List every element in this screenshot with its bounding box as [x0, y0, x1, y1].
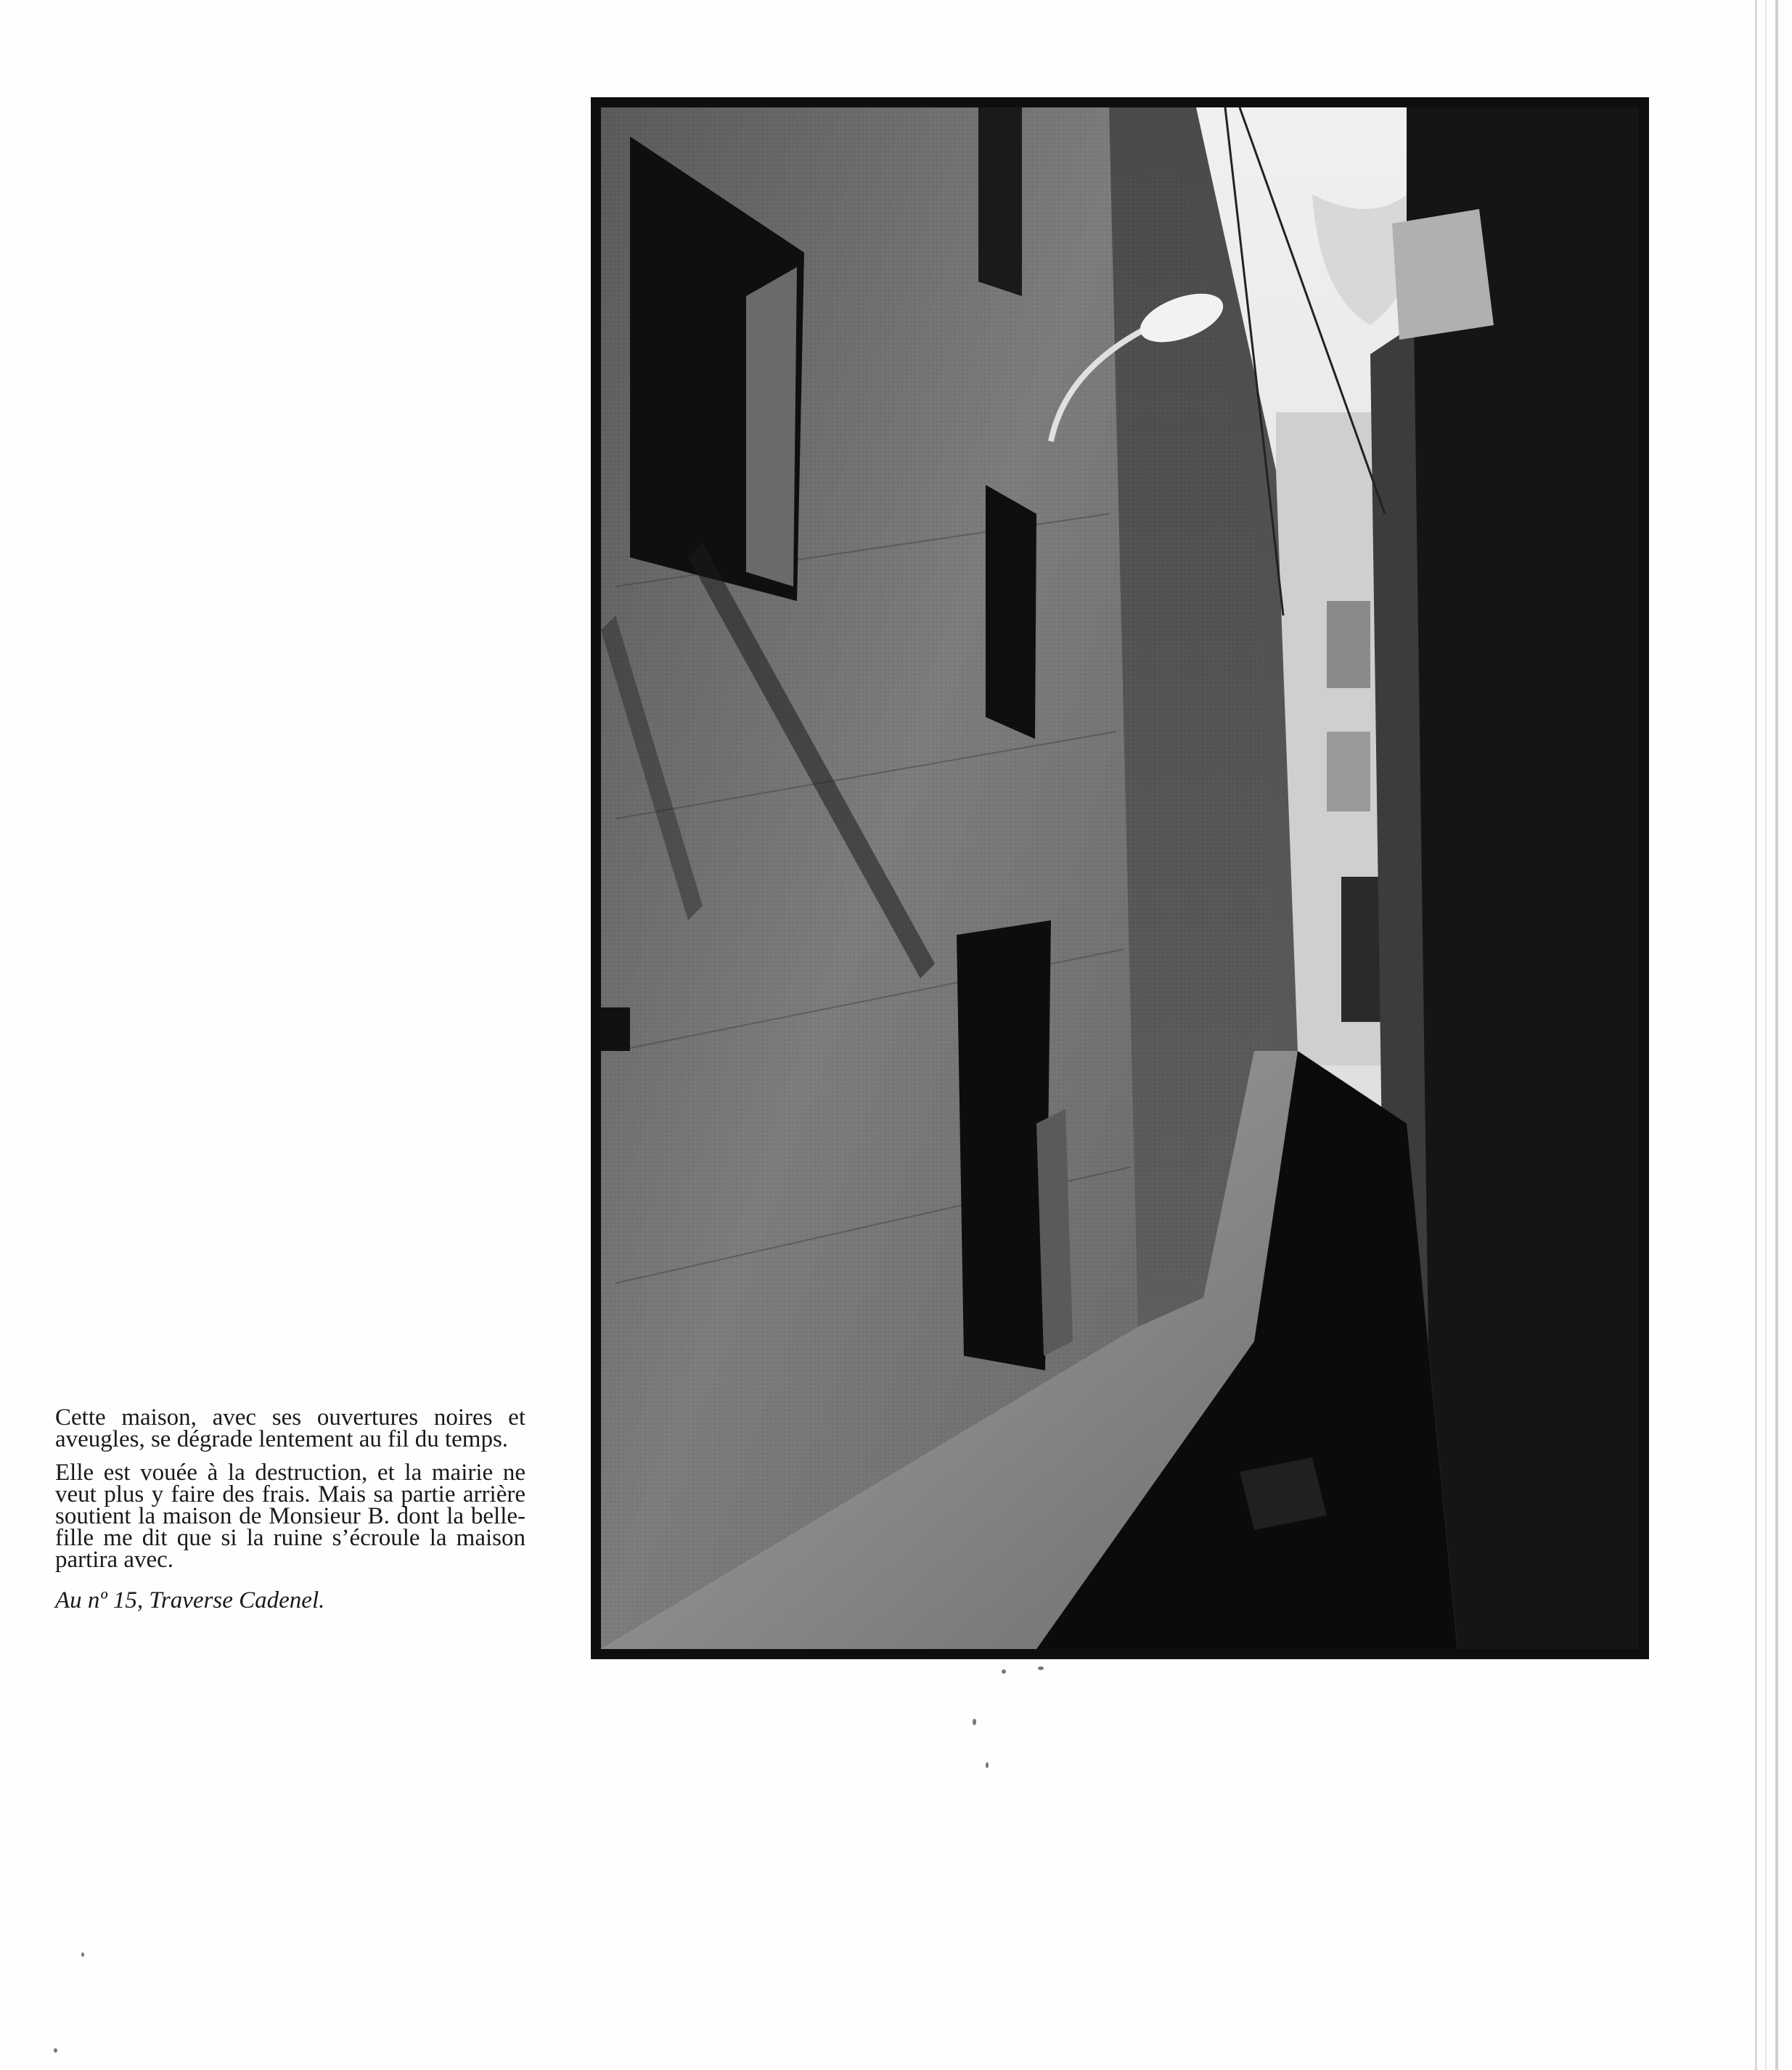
alley-photograph	[591, 97, 1649, 1659]
binding-edge	[1755, 0, 1757, 2070]
print-speck	[54, 2048, 57, 2053]
print-speck	[986, 1762, 989, 1768]
caption-paragraph: Elle est vouée à la destruction, et la mairie ne veut plus y faire des frais. Mais sa partie arrière soutient la maison de Monsieur B. dont la belle-fille me dit que si la ruine s’écroule la maison partira avec.	[55, 1460, 525, 1573]
binding-edge	[1765, 0, 1767, 2070]
print-speck	[1038, 1666, 1044, 1670]
location-credit: Au nº 15, Traverse Cadenel.	[55, 1587, 325, 1613]
photo-caption	[55, 1404, 525, 1623]
print-speck	[973, 1719, 976, 1725]
print-speck	[1002, 1669, 1006, 1674]
photo-image	[601, 107, 1639, 1649]
print-speck	[81, 1952, 84, 1957]
caption-paragraph: Cette maison, avec ses ouvertures noires et aveugles, se dégrade lentement au fil du temps.	[55, 1404, 525, 1452]
binding-edge	[1775, 0, 1778, 2070]
